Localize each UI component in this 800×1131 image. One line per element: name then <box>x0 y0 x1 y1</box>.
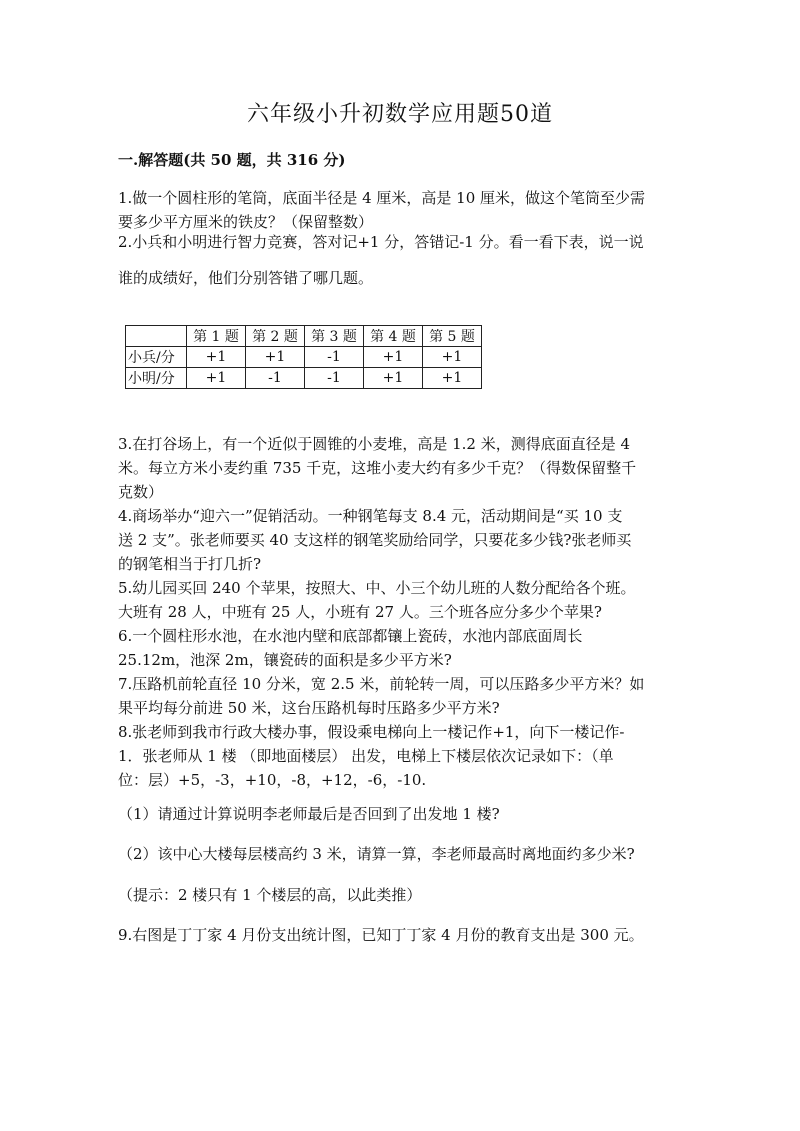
question-4 <box>118 504 690 576</box>
section-heading: 一.解答题(共 50 题，共 316 分) <box>118 151 346 169</box>
question-4-line: 的钢笔相当于打几折? <box>118 555 262 573</box>
question-8-part-1: （1）请通过计算说明李老师最后是否回到了出发地 1 楼? <box>118 805 500 823</box>
question-7 <box>118 672 690 720</box>
table-row-label: 小兵/分 <box>126 347 187 368</box>
question-4-line: 送 2 支”。张老师要买 40 支这样的钢笔奖励给同学，只要花多少钱?张老师买 <box>118 531 632 549</box>
question-8-line: 位：层）+5，-3，+10，-8，+12，-6，-10. <box>118 771 427 789</box>
question-7-line: 果平均每分前进 50 米，这台压路机每时压路多少平方米? <box>118 699 500 717</box>
table-header-cell: 第 4 题 <box>364 326 423 347</box>
score-table <box>125 325 482 389</box>
table-row <box>126 347 482 368</box>
table-cell: +1 <box>246 347 305 368</box>
question-3 <box>118 432 690 504</box>
question-8-hint: （提示：2 楼只有 1 个楼层的高，以此类推） <box>118 886 422 904</box>
question-6 <box>118 624 690 672</box>
table-cell: -1 <box>305 347 364 368</box>
table-header-cell: 第 1 题 <box>187 326 246 347</box>
question-8-part-2: （2）该中心大楼每层楼高约 3 米，请算一算，李老师最高时离地面约多少米? <box>118 845 635 863</box>
question-5 <box>118 576 690 624</box>
question-2-line: 谁的成绩好，他们分别答错了哪几题。 <box>118 269 374 287</box>
table-cell: +1 <box>423 347 482 368</box>
table-header-cell: 第 2 题 <box>246 326 305 347</box>
table-cell: -1 <box>305 368 364 389</box>
question-9: 9.右图是丁丁家 4 月份支出统计图，已知丁丁家 4 月份的教育支出是 300 元。 <box>118 926 644 944</box>
question-3-line: 3.在打谷场上，有一个近似于圆锥的小麦堆，高是 1.2 米，测得底面直径是 4 <box>118 435 631 453</box>
table-cell: +1 <box>364 368 423 389</box>
table-header-cell: 第 5 题 <box>423 326 482 347</box>
table-row <box>126 368 482 389</box>
question-5-line: 5.幼儿园买回 240 个苹果，按照大、中、小三个幼儿班的人数分配给各个班。 <box>118 579 636 597</box>
table-cell: +1 <box>187 368 246 389</box>
table-cell: +1 <box>364 347 423 368</box>
question-3-line: 米。每立方米小麦约重 735 千克，这堆小麦大约有多少千克？（得数保留整千 <box>118 459 637 477</box>
table-row-label: 小明/分 <box>126 368 187 389</box>
question-6-line: 25.12m，池深 2m，镶瓷砖的面积是多少平方米? <box>118 651 452 669</box>
table-cell: -1 <box>246 368 305 389</box>
question-6-line: 6.一个圆柱形水池，在水池内壁和底部都镶上瓷砖，水池内部底面周长 <box>118 627 583 645</box>
question-4-line: 4.商场举办“迎六一”促销活动。一种钢笔每支 8.4 元，活动期间是“买 10 支 <box>118 507 623 525</box>
table-header-cell: 第 3 题 <box>305 326 364 347</box>
question-7-line: 7.压路机前轮直径 10 分米，宽 2.5 米，前轮转一周，可以压路多少平方米？如 <box>118 675 645 693</box>
question-8 <box>118 720 690 792</box>
question-8-line: 1．张老师从 1 楼 （即地面楼层） 出发，电梯上下楼层依次记录如下：（单 <box>118 747 614 765</box>
question-1 <box>118 186 690 234</box>
question-8-line: 8.张老师到我市行政大楼办事，假设乘电梯向上一楼记作+1，向下一楼记作- <box>118 723 625 741</box>
question-2-line: 2.小兵和小明进行智力竞赛，答对记+1 分，答错记-1 分。看一看下表，说一说 <box>118 233 644 251</box>
question-5-line: 大班有 28 人，中班有 25 人，小班有 27 人。三个班各应分多少个苹果? <box>118 603 602 621</box>
question-1-line: 1.做一个圆柱形的笔筒，底面半径是 4 厘米，高是 10 厘米，做这个笔筒至少需 <box>118 189 646 207</box>
question-3-line: 克数） <box>118 483 164 501</box>
table-corner-cell <box>126 326 187 347</box>
table-cell: +1 <box>187 347 246 368</box>
table-cell: +1 <box>423 368 482 389</box>
page-title: 六年级小升初数学应用题50道 <box>247 102 553 127</box>
question-1-line: 要多少平方厘米的铁皮？（保留整数） <box>118 213 374 231</box>
table-header-row <box>126 326 482 347</box>
